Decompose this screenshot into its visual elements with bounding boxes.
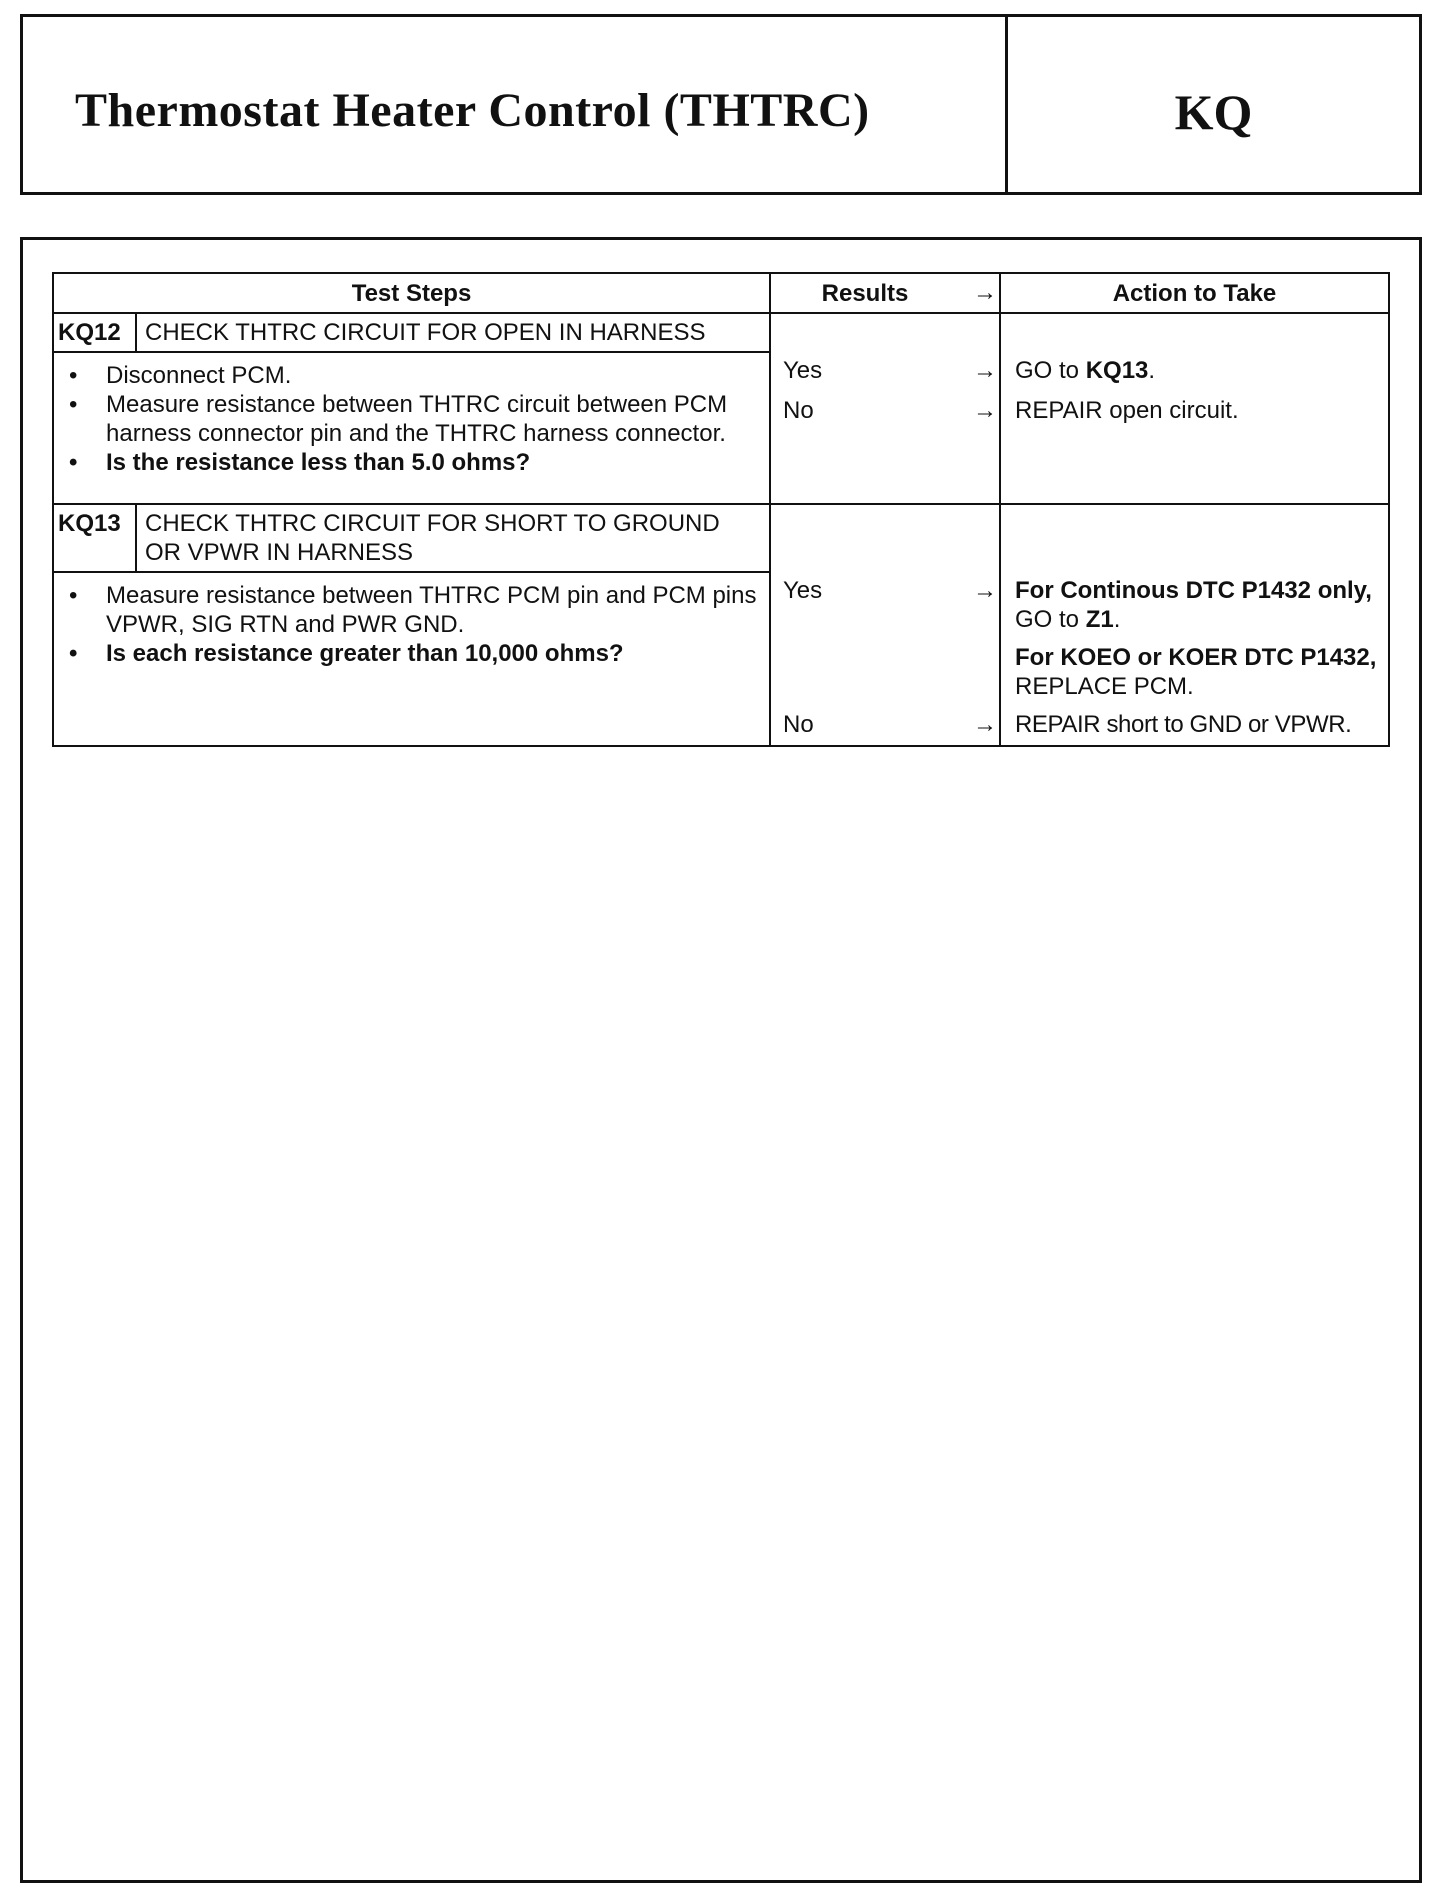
step-id-kq13: KQ13 bbox=[53, 504, 136, 572]
action-cell-kq13 bbox=[1000, 504, 1389, 746]
action-yes-kq13-continuous bbox=[1015, 576, 1382, 634]
result-answer: Yes bbox=[783, 357, 823, 384]
header-test-steps: Test Steps bbox=[53, 273, 770, 313]
action-cell-kq12 bbox=[1000, 313, 1389, 504]
action-text: GO to bbox=[1015, 606, 1086, 633]
step-body-kq12 bbox=[53, 352, 770, 504]
result-yes-kq12 bbox=[783, 356, 999, 385]
section-code: KQ bbox=[1174, 84, 1253, 140]
header-results-label: Results bbox=[821, 279, 909, 307]
action-no-kq13: REPAIR short to GND or VPWR. bbox=[1015, 711, 1352, 738]
page-title: Thermostat Heater Control (THTRC) bbox=[75, 84, 870, 137]
arrow-icon: → bbox=[973, 711, 997, 738]
step-question-kq13: • Is each resistance greater than 10,000 ohms? bbox=[106, 639, 759, 668]
step-question-kq12: • Is the resistance less than 5.0 ohms? bbox=[106, 448, 759, 477]
action-condition: For Continous DTC P1432 only, bbox=[1015, 577, 1372, 604]
action-yes-kq13-koeo bbox=[1015, 643, 1382, 701]
step-title-kq13: CHECK THTRC CIRCUIT FOR SHORT TO GROUND OR VPWR IN HARNESS bbox=[136, 504, 770, 572]
header-results bbox=[770, 273, 1000, 313]
action-link-kq13: KQ13 bbox=[1085, 357, 1149, 384]
step-title-row-kq12 bbox=[53, 313, 1389, 352]
arrow-icon: → bbox=[973, 279, 997, 306]
result-no-kq13 bbox=[783, 710, 999, 739]
arrow-icon: → bbox=[973, 397, 997, 424]
test-steps-table bbox=[52, 272, 1390, 747]
result-yes-kq13 bbox=[783, 576, 999, 605]
result-answer: Yes bbox=[783, 577, 823, 604]
arrow-icon: → bbox=[973, 357, 997, 384]
list-item: • Disconnect PCM. bbox=[106, 361, 759, 390]
action-text: REPLACE PCM. bbox=[1015, 673, 1194, 700]
action-text: . bbox=[1148, 357, 1156, 384]
results-cell-kq12 bbox=[770, 313, 1000, 504]
step-id-kq12: KQ12 bbox=[53, 313, 136, 352]
table-header-row bbox=[53, 273, 1389, 313]
result-answer: No bbox=[783, 397, 814, 424]
result-answer: No bbox=[783, 711, 814, 738]
list-item: • Measure resistance between THTRC circuit between PCM harness connector pin and the THTRC harness connector. bbox=[106, 390, 759, 448]
step-bullets-kq12 bbox=[54, 353, 769, 481]
header-action: Action to Take bbox=[1000, 273, 1389, 313]
step-bullets-kq13 bbox=[54, 573, 769, 672]
arrow-icon: → bbox=[973, 577, 997, 604]
action-link-z1: Z1 bbox=[1085, 606, 1114, 633]
action-condition: For KOEO or KOER DTC P1432, bbox=[1015, 644, 1377, 671]
step-title-kq12: CHECK THTRC CIRCUIT FOR OPEN IN HARNESS bbox=[136, 313, 770, 352]
results-cell-kq13 bbox=[770, 504, 1000, 746]
step-title-row-kq13 bbox=[53, 504, 1389, 572]
page-header bbox=[20, 14, 1422, 195]
step-body-kq13 bbox=[53, 572, 770, 746]
list-item: • Measure resistance between THTRC PCM pin and PCM pins VPWR, SIG RTN and PWR GND. bbox=[106, 581, 759, 639]
result-no-kq12 bbox=[783, 396, 999, 425]
action-no-kq12: REPAIR open circuit. bbox=[1015, 397, 1239, 424]
action-text: GO to bbox=[1015, 357, 1086, 384]
action-text: . bbox=[1113, 606, 1121, 633]
action-yes-kq12 bbox=[1015, 356, 1382, 385]
